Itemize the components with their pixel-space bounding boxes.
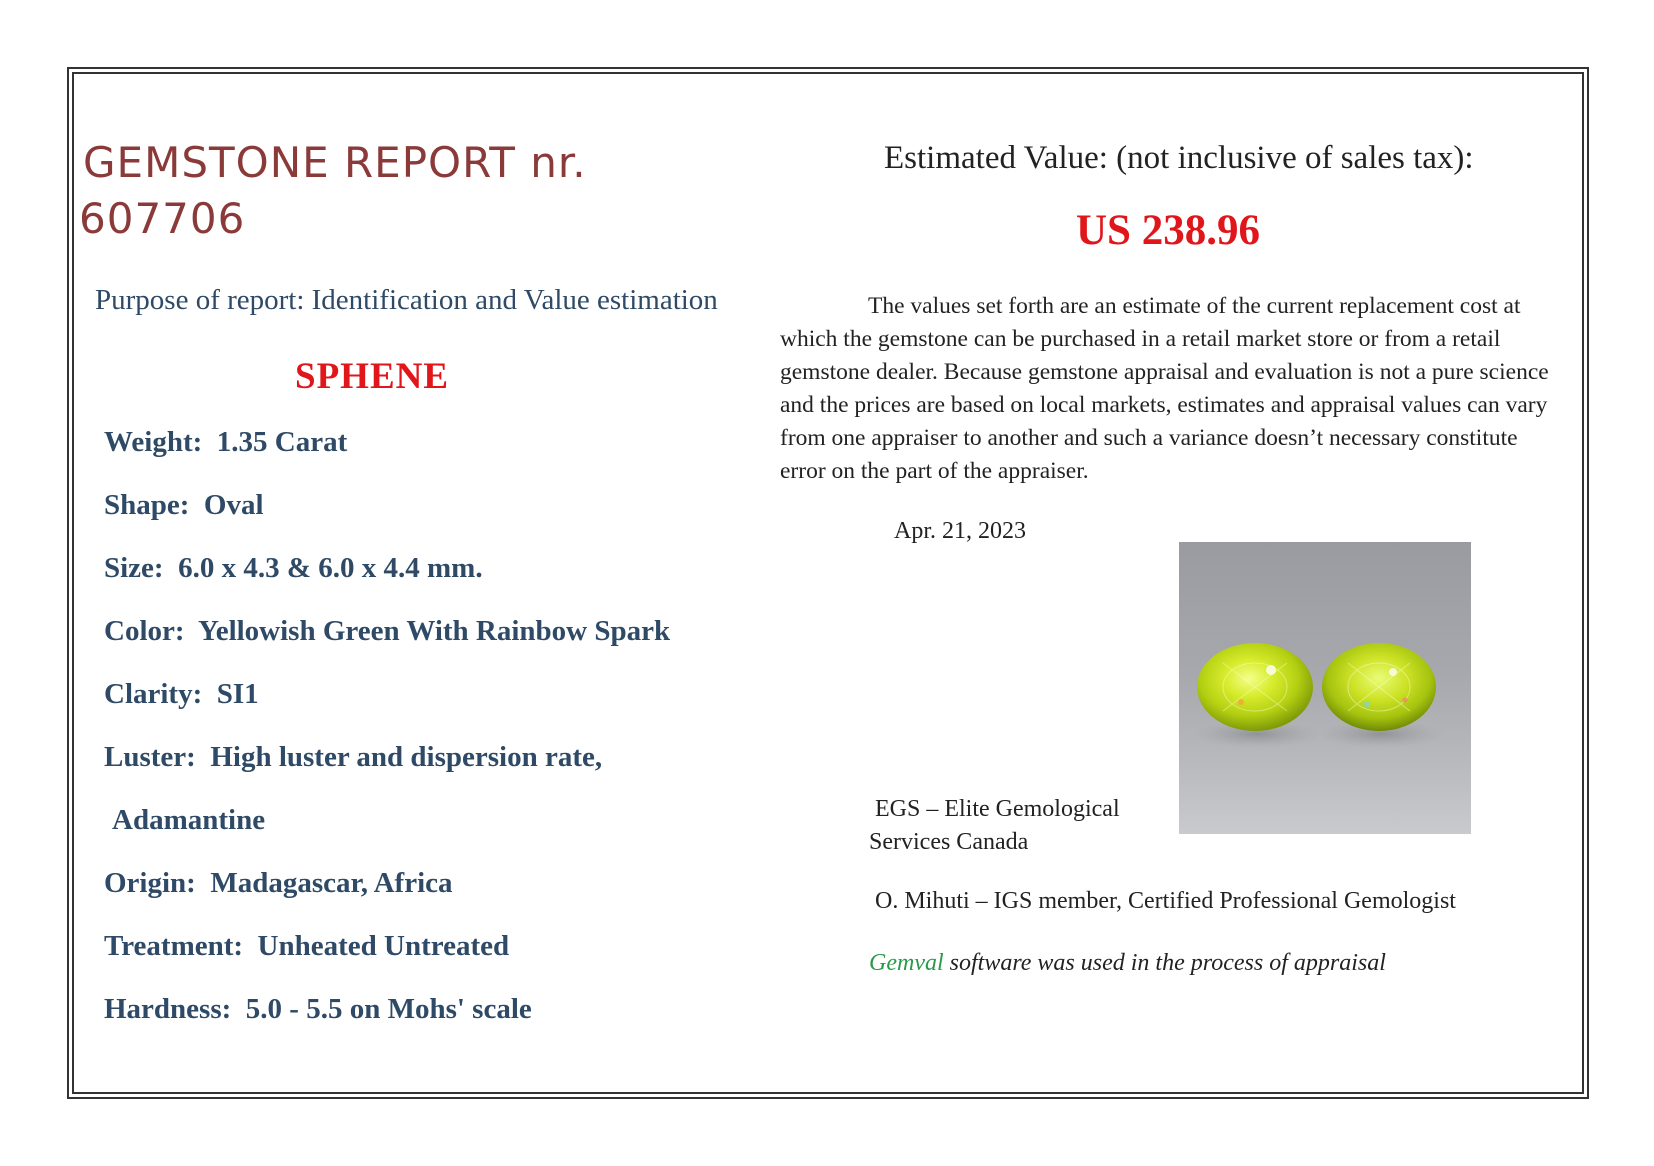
property-hardness — [104, 992, 764, 1055]
estimated-value-label: Estimated Value: (not inclusive of sales tax): — [884, 140, 1474, 176]
gemstone-photo — [1179, 542, 1471, 834]
property-origin — [104, 866, 764, 929]
property-treatment — [104, 929, 764, 992]
property-label: Treatment: — [104, 930, 244, 962]
property-value: Oval — [203, 489, 264, 521]
property-label: Origin: — [104, 867, 196, 899]
software-credit — [869, 950, 1386, 977]
property-color — [104, 614, 764, 677]
report-date: Apr. 21, 2023 — [894, 518, 1026, 544]
software-brand: Gemval — [869, 950, 944, 976]
report-purpose: Purpose of report: Identification and Value estimation — [95, 284, 718, 316]
property-value: SI1 — [216, 678, 259, 710]
property-value: High luster and dispersion rate, — [210, 741, 603, 773]
gem-sparkle — [1364, 701, 1370, 707]
property-value: 6.0 x 4.3 & 6.0 x 4.4 mm. — [178, 552, 483, 584]
lab-name — [869, 793, 1120, 859]
property-label: Size: — [104, 552, 164, 584]
property-value: Yellowish Green With Rainbow Spark — [197, 615, 671, 647]
software-text: software was used in the process of appraisal — [943, 950, 1386, 976]
property-value: 1.35 Carat — [216, 426, 348, 458]
property-label: Shape: — [104, 489, 190, 521]
property-label: Luster: — [104, 741, 196, 773]
report-title — [79, 135, 743, 247]
valuation-disclaimer: The values set forth are an estimate of the current replacement cost at which the gemstone can be purchased in a retail market store or from a retail gemstone dealer. Because gemstone appraisal and evaluation is not a pure science and the prices are based on local markets, estimates and appraisal values can vary from one appraiser to another and such a variance doesn’t necessary constitute error on the part of the appraiser. — [780, 293, 1549, 484]
property-luster — [104, 740, 764, 803]
report-title-text: GEMSTONE REPORT nr. — [83, 138, 587, 187]
property-label: Color: — [104, 615, 185, 647]
property-value: Unheated Untreated — [257, 930, 510, 962]
property-label: Clarity: — [104, 678, 203, 710]
gem-sparkle — [1389, 668, 1397, 676]
property-weight — [104, 425, 764, 488]
property-clarity — [104, 677, 764, 740]
report-number: 607706 — [79, 194, 246, 243]
property-shape — [104, 488, 764, 551]
estimated-value-amount: US 238.96 — [1076, 207, 1260, 254]
property-label: Weight: — [104, 426, 203, 458]
property-label: Hardness: — [104, 993, 232, 1025]
gem-sparkle — [1238, 699, 1244, 705]
gemologist-credit: O. Mihuti – IGS member, Certified Professional Gemologist — [875, 888, 1456, 914]
gemstone-illustration — [1179, 542, 1471, 834]
lab-name-line2: Services Canada — [869, 829, 1029, 855]
property-luster-continued — [104, 803, 764, 866]
gem-sparkle — [1403, 698, 1408, 703]
property-value: 5.0 - 5.5 on Mohs' scale — [245, 993, 532, 1025]
stone-name: SPHENE — [295, 356, 450, 397]
lab-name-line1: EGS – Elite Gemological — [875, 796, 1120, 822]
property-value: Madagascar, Africa — [210, 867, 453, 899]
property-value: Adamantine — [112, 804, 266, 836]
property-size — [104, 551, 764, 614]
gem-sparkle — [1266, 665, 1276, 675]
property-list — [104, 425, 764, 1055]
